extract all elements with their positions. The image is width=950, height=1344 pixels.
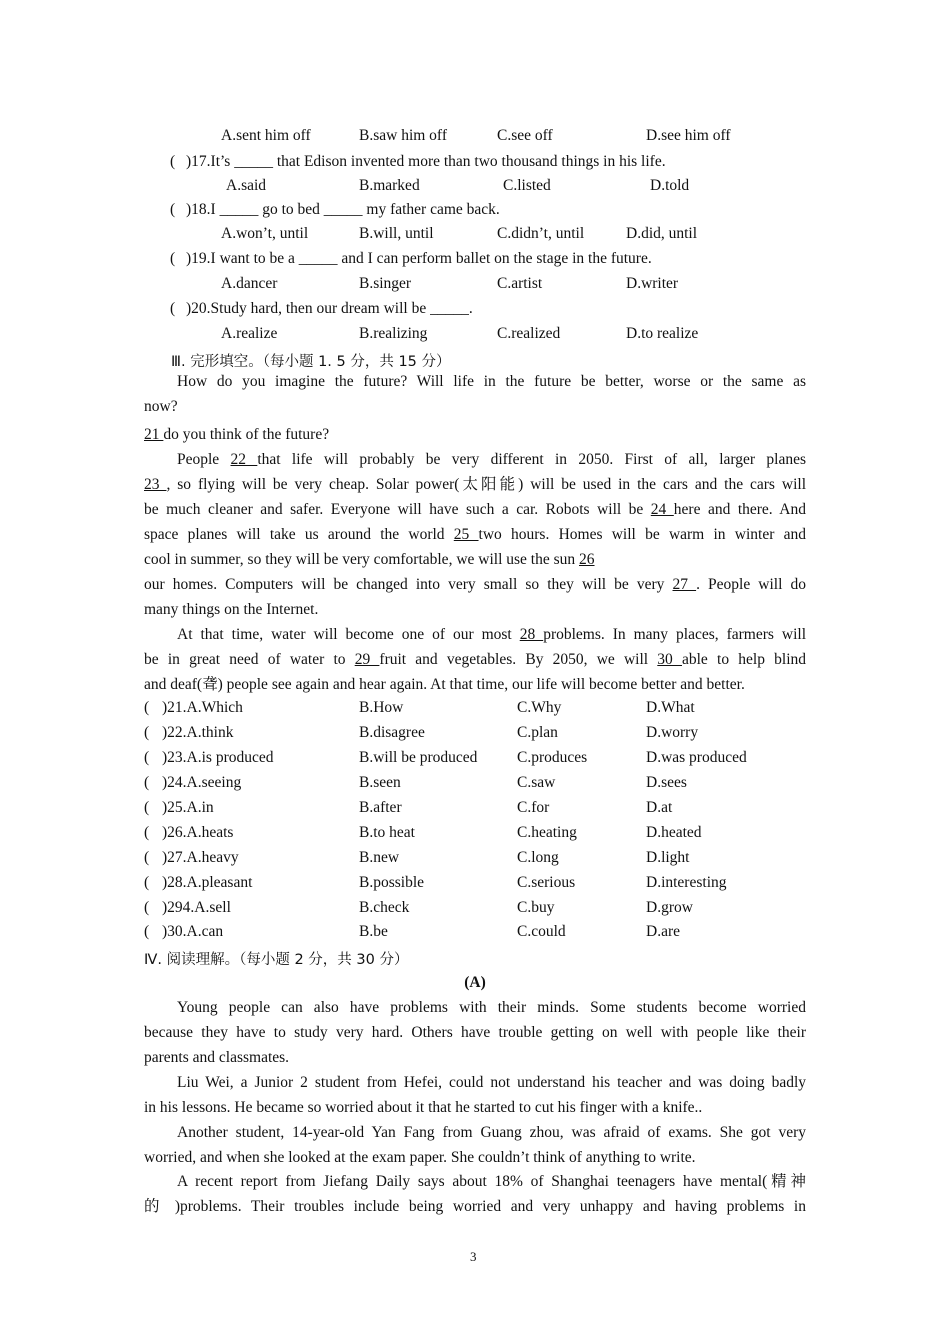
option-c: C.saw — [517, 774, 556, 791]
text: cool in summer, so they will be very comfortable, we will use the sun — [144, 551, 580, 568]
q19-paren: ( — [170, 250, 176, 267]
q20-paren: ( — [170, 300, 176, 317]
option-d: D.was produced — [646, 749, 747, 766]
cloze-p1-line2: now? — [144, 398, 178, 415]
row-paren: ( — [144, 699, 150, 716]
option-b: B.How — [359, 699, 404, 716]
cloze-p3-line5 — [144, 550, 806, 570]
text: problems. In many places, farmers will — [543, 626, 806, 643]
option-c: C.long — [517, 849, 559, 866]
text: space planes will take us around the world — [144, 526, 454, 543]
option-c: C.heating — [517, 824, 577, 841]
row-paren: ( — [144, 849, 150, 866]
q18-stem: )18.I _____ go to bed _____ my father came back. — [186, 201, 500, 218]
q17-paren: ( — [170, 153, 176, 170]
q17-option-b: B.marked — [359, 177, 420, 194]
reading-p1-line3: parents and classmates. — [144, 1049, 290, 1066]
option-c: C.produces — [517, 749, 588, 766]
q16-option-a: A.sent him off — [221, 127, 311, 144]
blank-23: 23 — [144, 476, 167, 493]
option-a: )24.A.seeing — [162, 774, 242, 791]
cloze-p3-line1 — [144, 450, 806, 470]
q18-option-b: B.will, until — [359, 225, 434, 242]
passage-label: (A) — [464, 974, 486, 991]
option-d: D.heated — [646, 824, 702, 841]
option-d: D.light — [646, 849, 690, 866]
cloze-p3-line3 — [144, 500, 806, 520]
q17-stem: )17.It’s _____ that Edison invented more than two thousand things in his life. — [186, 153, 666, 170]
cloze-p4-line2 — [144, 650, 806, 670]
q17-option-d: D.told — [650, 177, 690, 194]
cloze-p2 — [144, 425, 806, 445]
row-paren: ( — [144, 799, 150, 816]
q18-option-a: A.won’t, until — [221, 225, 309, 242]
option-c: C.Why — [517, 699, 562, 716]
text: here and there. And — [673, 501, 806, 518]
cloze-p2-text: do you think of the future? — [163, 426, 330, 443]
blank-27: 27 — [672, 576, 697, 593]
option-b: B.after — [359, 799, 402, 816]
q20-option-b: B.realizing — [359, 325, 428, 342]
cloze-p3-line6 — [144, 575, 806, 595]
option-c: C.serious — [517, 874, 576, 891]
q19-option-b: B.singer — [359, 275, 412, 292]
text: be in great need of water to — [144, 651, 355, 668]
option-c: C.plan — [517, 724, 558, 741]
q17-option-a: A.said — [226, 177, 267, 194]
blank-25: 25 — [453, 526, 479, 543]
reading-p2-line2: in his lessons. He became so worried about it that he started to cut his finger with a knife.. — [144, 1099, 703, 1116]
option-a: )26.A.heats — [162, 824, 234, 841]
row-paren: ( — [144, 749, 150, 766]
q20-stem: )20.Study hard, then our dream will be _____. — [186, 300, 473, 317]
reading-p4-line2: 的 )problems. Their troubles include being worried and very unhappy and having problems in — [144, 1198, 806, 1215]
reading-p1-line1: Young people can also have problems with their minds. Some students become worried — [177, 999, 806, 1016]
cloze-p4-line1 — [144, 625, 806, 645]
section-3-title: Ⅲ. 完形填空。（每小题 1. 5 分，共 15 分） — [171, 354, 451, 370]
q19-stem: )19.I want to be a _____ and I can perform ballet on the stage in the future. — [186, 250, 652, 267]
reading-p1-line2: because they have to study very hard. Others have trouble getting on well with people like their — [144, 1024, 806, 1041]
option-b: B.new — [359, 849, 400, 866]
text: that life will probably be very different in 2050. First of all, larger planes — [257, 451, 807, 468]
blank-28: 28 — [519, 626, 544, 643]
q18-option-c: C.didn’t, until — [497, 225, 585, 242]
q18-paren: ( — [170, 201, 176, 218]
option-a: )30.A.can — [162, 923, 224, 940]
option-b: B.will be produced — [359, 749, 478, 766]
cloze-p3-line4 — [144, 525, 806, 545]
blank-22: 22 — [230, 451, 258, 468]
reading-p3-line1: Another student, 14-year-old Yan Fang from Guang zhou, was afraid of exams. She got very — [177, 1124, 806, 1141]
q19-option-d: D.writer — [626, 275, 679, 292]
row-paren: ( — [144, 874, 150, 891]
blank-30: 30 — [657, 651, 682, 668]
page-number: 3 — [470, 1249, 477, 1264]
q20-option-a: A.realize — [221, 325, 278, 342]
option-b: B.seen — [359, 774, 401, 791]
option-d: D.What — [646, 699, 695, 716]
q18-option-d: D.did, until — [626, 225, 698, 242]
text: be much cleaner and safer. Everyone will have such a car. Robots will be — [144, 501, 651, 518]
text: People — [177, 451, 231, 468]
option-a: )23.A.is produced — [162, 749, 274, 766]
q19-option-a: A.dancer — [221, 275, 278, 292]
option-a: )21.A.Which — [162, 699, 243, 716]
cloze-p3-line7: many things on the Internet. — [144, 601, 319, 618]
option-d: D.grow — [646, 899, 693, 916]
option-d: D.worry — [646, 724, 699, 741]
blank-21: 21 — [144, 426, 164, 443]
option-b: B.to heat — [359, 824, 415, 841]
cloze-p3-line2 — [144, 475, 806, 495]
option-a: )22.A.think — [162, 724, 234, 741]
option-a: )28.A.pleasant — [162, 874, 253, 891]
option-b: B.check — [359, 899, 410, 916]
q16-option-b: B.saw him off — [359, 127, 447, 144]
reading-p2-line1: Liu Wei, a Junior 2 student from Hefei, could not understand his teacher and was doing badly — [177, 1074, 806, 1091]
section-4-title: Ⅳ. 阅读理解。（每小题 2 分，共 30 分） — [144, 952, 409, 968]
row-paren: ( — [144, 923, 150, 940]
option-b: B.be — [359, 923, 388, 940]
q19-option-c: C.artist — [497, 275, 543, 292]
q20-option-c: C.realized — [497, 325, 561, 342]
text: At that time, water will become one of our most — [177, 626, 520, 643]
text: fruit and vegetables. By 2050, we will — [379, 651, 658, 668]
q16-option-c: C.see off — [497, 127, 553, 144]
reading-p4-line1: A recent report from Jiefang Daily says about 18% of Shanghai teenagers have mental(精神 — [177, 1173, 806, 1190]
option-b: B.possible — [359, 874, 425, 891]
option-a: )25.A.in — [162, 799, 214, 816]
option-c: C.buy — [517, 899, 555, 916]
option-c: C.for — [517, 799, 550, 816]
text: , so flying will be very cheap. Solar power(太阳能) will be used in the cars and the cars will — [166, 476, 806, 493]
option-c: C.could — [517, 923, 566, 940]
cloze-p1-line1: How do you imagine the future? Will life in the future be better, worse or the same as — [177, 373, 806, 390]
option-d: D.sees — [646, 774, 687, 791]
blank-29: 29 — [354, 651, 380, 668]
row-paren: ( — [144, 824, 150, 841]
option-a: )294.A.sell — [162, 899, 231, 916]
row-paren: ( — [144, 774, 150, 791]
q16-option-d: D.see him off — [646, 127, 731, 144]
row-paren: ( — [144, 899, 150, 916]
q17-option-c: C.listed — [503, 177, 551, 194]
option-d: D.at — [646, 799, 673, 816]
row-paren: ( — [144, 724, 150, 741]
blank-26: 26 — [579, 551, 595, 568]
cloze-p4-line3: and deaf(聋) people see again and hear again. At that time, our life will become better and better. — [144, 676, 745, 693]
option-d: D.are — [646, 923, 680, 940]
text: two hours. Homes will be warm in winter and — [478, 526, 806, 543]
text: our homes. Computers will be changed into very small so they will be very — [144, 576, 673, 593]
option-a: )27.A.heavy — [162, 849, 239, 866]
option-b: B.disagree — [359, 724, 425, 741]
text: able to help blind — [682, 651, 807, 668]
text: . People will do — [696, 576, 806, 593]
q20-option-d: D.to realize — [626, 325, 699, 342]
reading-p3-line2: worried, and when she looked at the exam paper. She couldn’t think of anything to write. — [144, 1149, 696, 1166]
option-d: D.interesting — [646, 874, 727, 891]
blank-24: 24 — [650, 501, 674, 518]
